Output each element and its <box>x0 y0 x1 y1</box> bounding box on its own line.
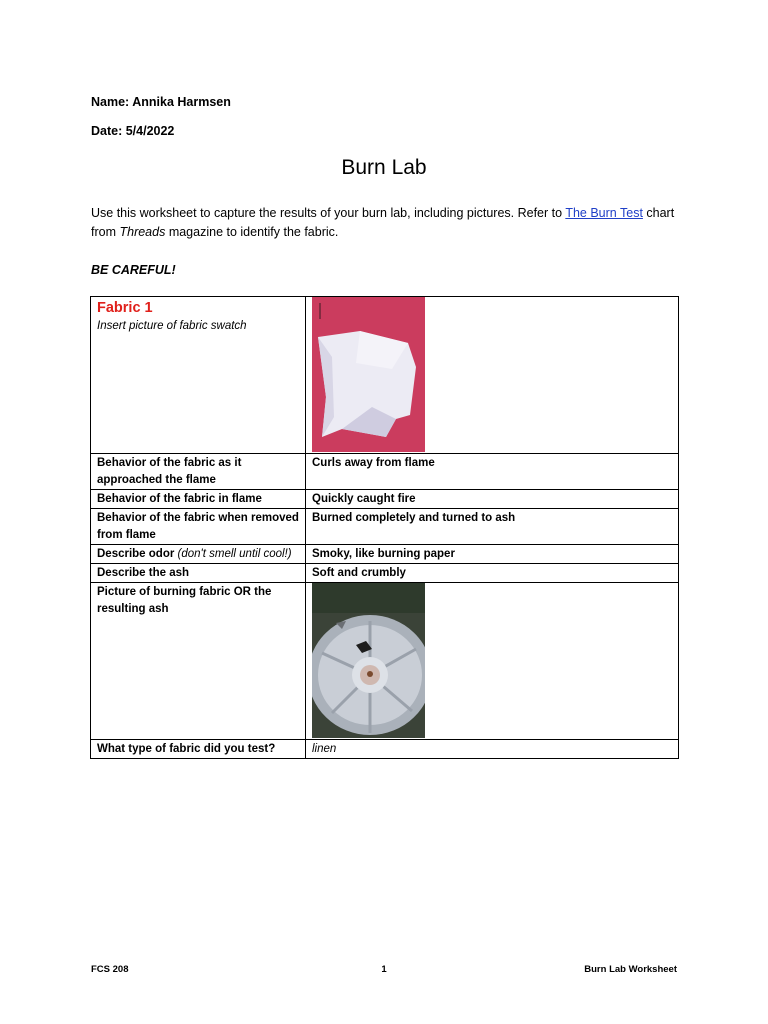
table-row <box>91 490 679 509</box>
ash-image-cell <box>306 583 679 740</box>
row-value: Smoky, like burning paper <box>306 545 679 564</box>
burn-test-link[interactable]: The Burn Test <box>565 206 643 220</box>
odor-label: Describe odor <box>97 548 178 560</box>
intro-text-1: Use this worksheet to capture the results of your burn lab, including pictures. Refer to <box>91 206 566 220</box>
intro-paragraph <box>91 204 681 242</box>
row-value: Burned completely and turned to ash <box>306 509 679 545</box>
row-label <box>91 545 306 564</box>
row-value: Soft and crumbly <box>306 564 679 583</box>
magazine-name: Threads <box>119 225 166 239</box>
footer-page-number: 1 <box>381 964 387 975</box>
burn-lab-table <box>90 296 679 759</box>
row-label: Behavior of the fabric as it approached the flame <box>91 454 306 490</box>
fabric-type-value: linen <box>306 740 679 759</box>
table-row <box>91 509 679 545</box>
swatch-instruction: Insert picture of fabric swatch <box>97 320 247 332</box>
student-name: Name: Annika Harmsen <box>91 95 231 109</box>
swatch-label-cell <box>91 297 306 454</box>
fabric-title: Fabric 1 <box>97 300 153 316</box>
ash-picture-label: Picture of burning fabric OR the resulting ash <box>91 583 306 740</box>
fabric-type-label: What type of fabric did you test? <box>91 740 306 759</box>
swatch-row <box>91 297 679 454</box>
lab-date: Date: 5/4/2022 <box>91 124 175 138</box>
intro-text-3: magazine to identify the fabric. <box>165 225 339 239</box>
warning-text: BE CAREFUL! <box>91 263 176 277</box>
footer-course: FCS 208 <box>91 964 129 975</box>
row-label: Behavior of the fabric when removed from flame <box>91 509 306 545</box>
row-value: Curls away from flame <box>306 454 679 490</box>
table-row <box>91 740 679 759</box>
table-row <box>91 454 679 490</box>
row-value: Quickly caught fire <box>306 490 679 509</box>
odor-note: (don't smell until cool!) <box>177 548 292 560</box>
footer-doc-title: Burn Lab Worksheet <box>584 964 677 975</box>
row-label: Behavior of the fabric in flame <box>91 490 306 509</box>
swatch-image-cell <box>306 297 679 454</box>
ash-picture-row <box>91 583 679 740</box>
table-row <box>91 545 679 564</box>
ash-pan-photo <box>312 583 425 738</box>
fabric-swatch-photo <box>312 297 425 452</box>
row-label: Describe the ash <box>91 564 306 583</box>
page-title: Burn Lab <box>341 156 427 179</box>
table-row <box>91 564 679 583</box>
intro-text-2: chart from <box>91 206 675 239</box>
